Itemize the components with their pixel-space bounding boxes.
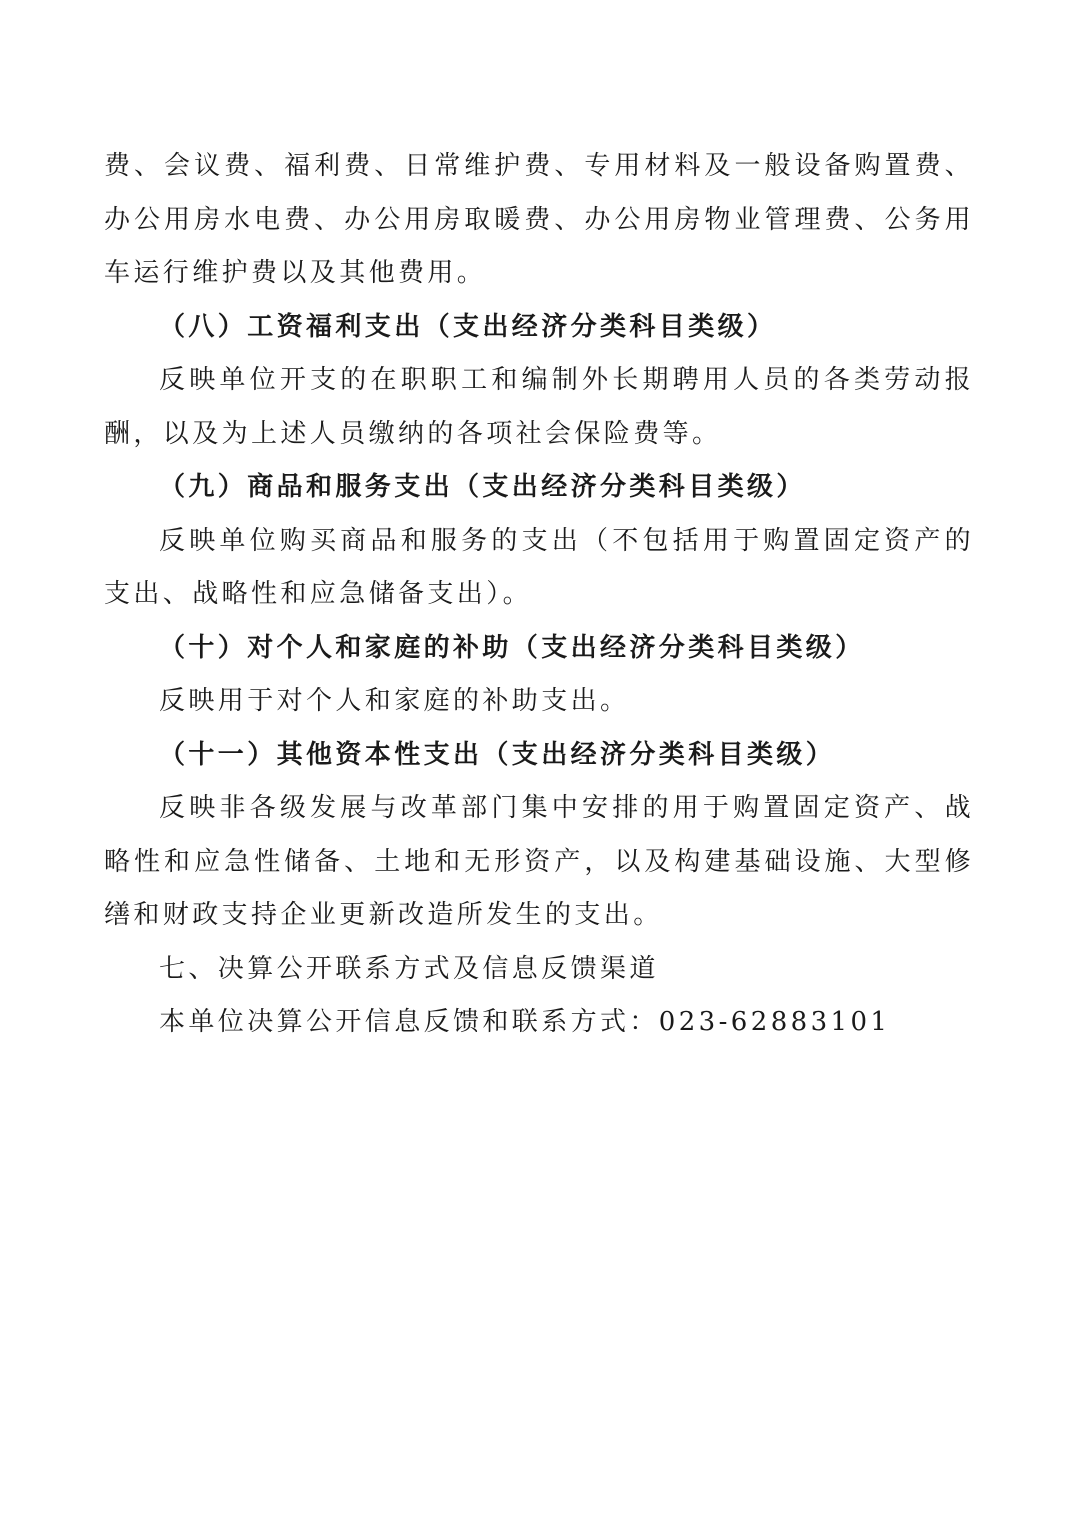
- heading-individual-household-subsidy: （十）对个人和家庭的补助（支出经济分类科目类级）: [159, 632, 865, 663]
- paragraph-expense-list-continued: 费、会议费、福利费、日常维护费、专用材料及一般设备购置费、办公用房水电费、办公用房取暖费、办公用房物业管理费、公务用车运行维护费以及其他费用。: [104, 151, 974, 288]
- heading-goods-services-expenditure: （九）商品和服务支出（支出经济分类科目类级）: [159, 472, 806, 502]
- paragraph-other-capital-description: 反映非各级发展与改革部门集中安排的用于购置固定资产、战略性和应急性储备、土地和无形资产，以及构建基础设施、大型修缮和财政支持企业更新改造所发生的支出。: [104, 793, 974, 930]
- document-body: [104, 140, 974, 1050]
- heading-other-capital-expenditure: （十一）其他资本性支出（支出经济分类科目类级）: [159, 739, 836, 770]
- paragraph-goods-services-description: 反映单位购买商品和服务的支出（不包括用于购置固定资产的支出、战略性和应急储备支出）。: [104, 525, 974, 609]
- paragraph-salary-welfare-description: 反映单位开支的在职职工和编制外长期聘用人员的各类劳动报酬，以及为上述人员缴纳的各项社会保险费等。: [104, 365, 974, 449]
- section-title-contact-feedback: 七、决算公开联系方式及信息反馈渠道: [159, 953, 659, 984]
- heading-salary-welfare-expenditure: （八）工资福利支出（支出经济分类科目类级）: [159, 311, 777, 342]
- paragraph-contact-phone: 本单位决算公开信息反馈和联系方式：023-62883101: [159, 1007, 891, 1037]
- paragraph-individual-household-description: 反映用于对个人和家庭的补助支出。: [159, 686, 630, 716]
